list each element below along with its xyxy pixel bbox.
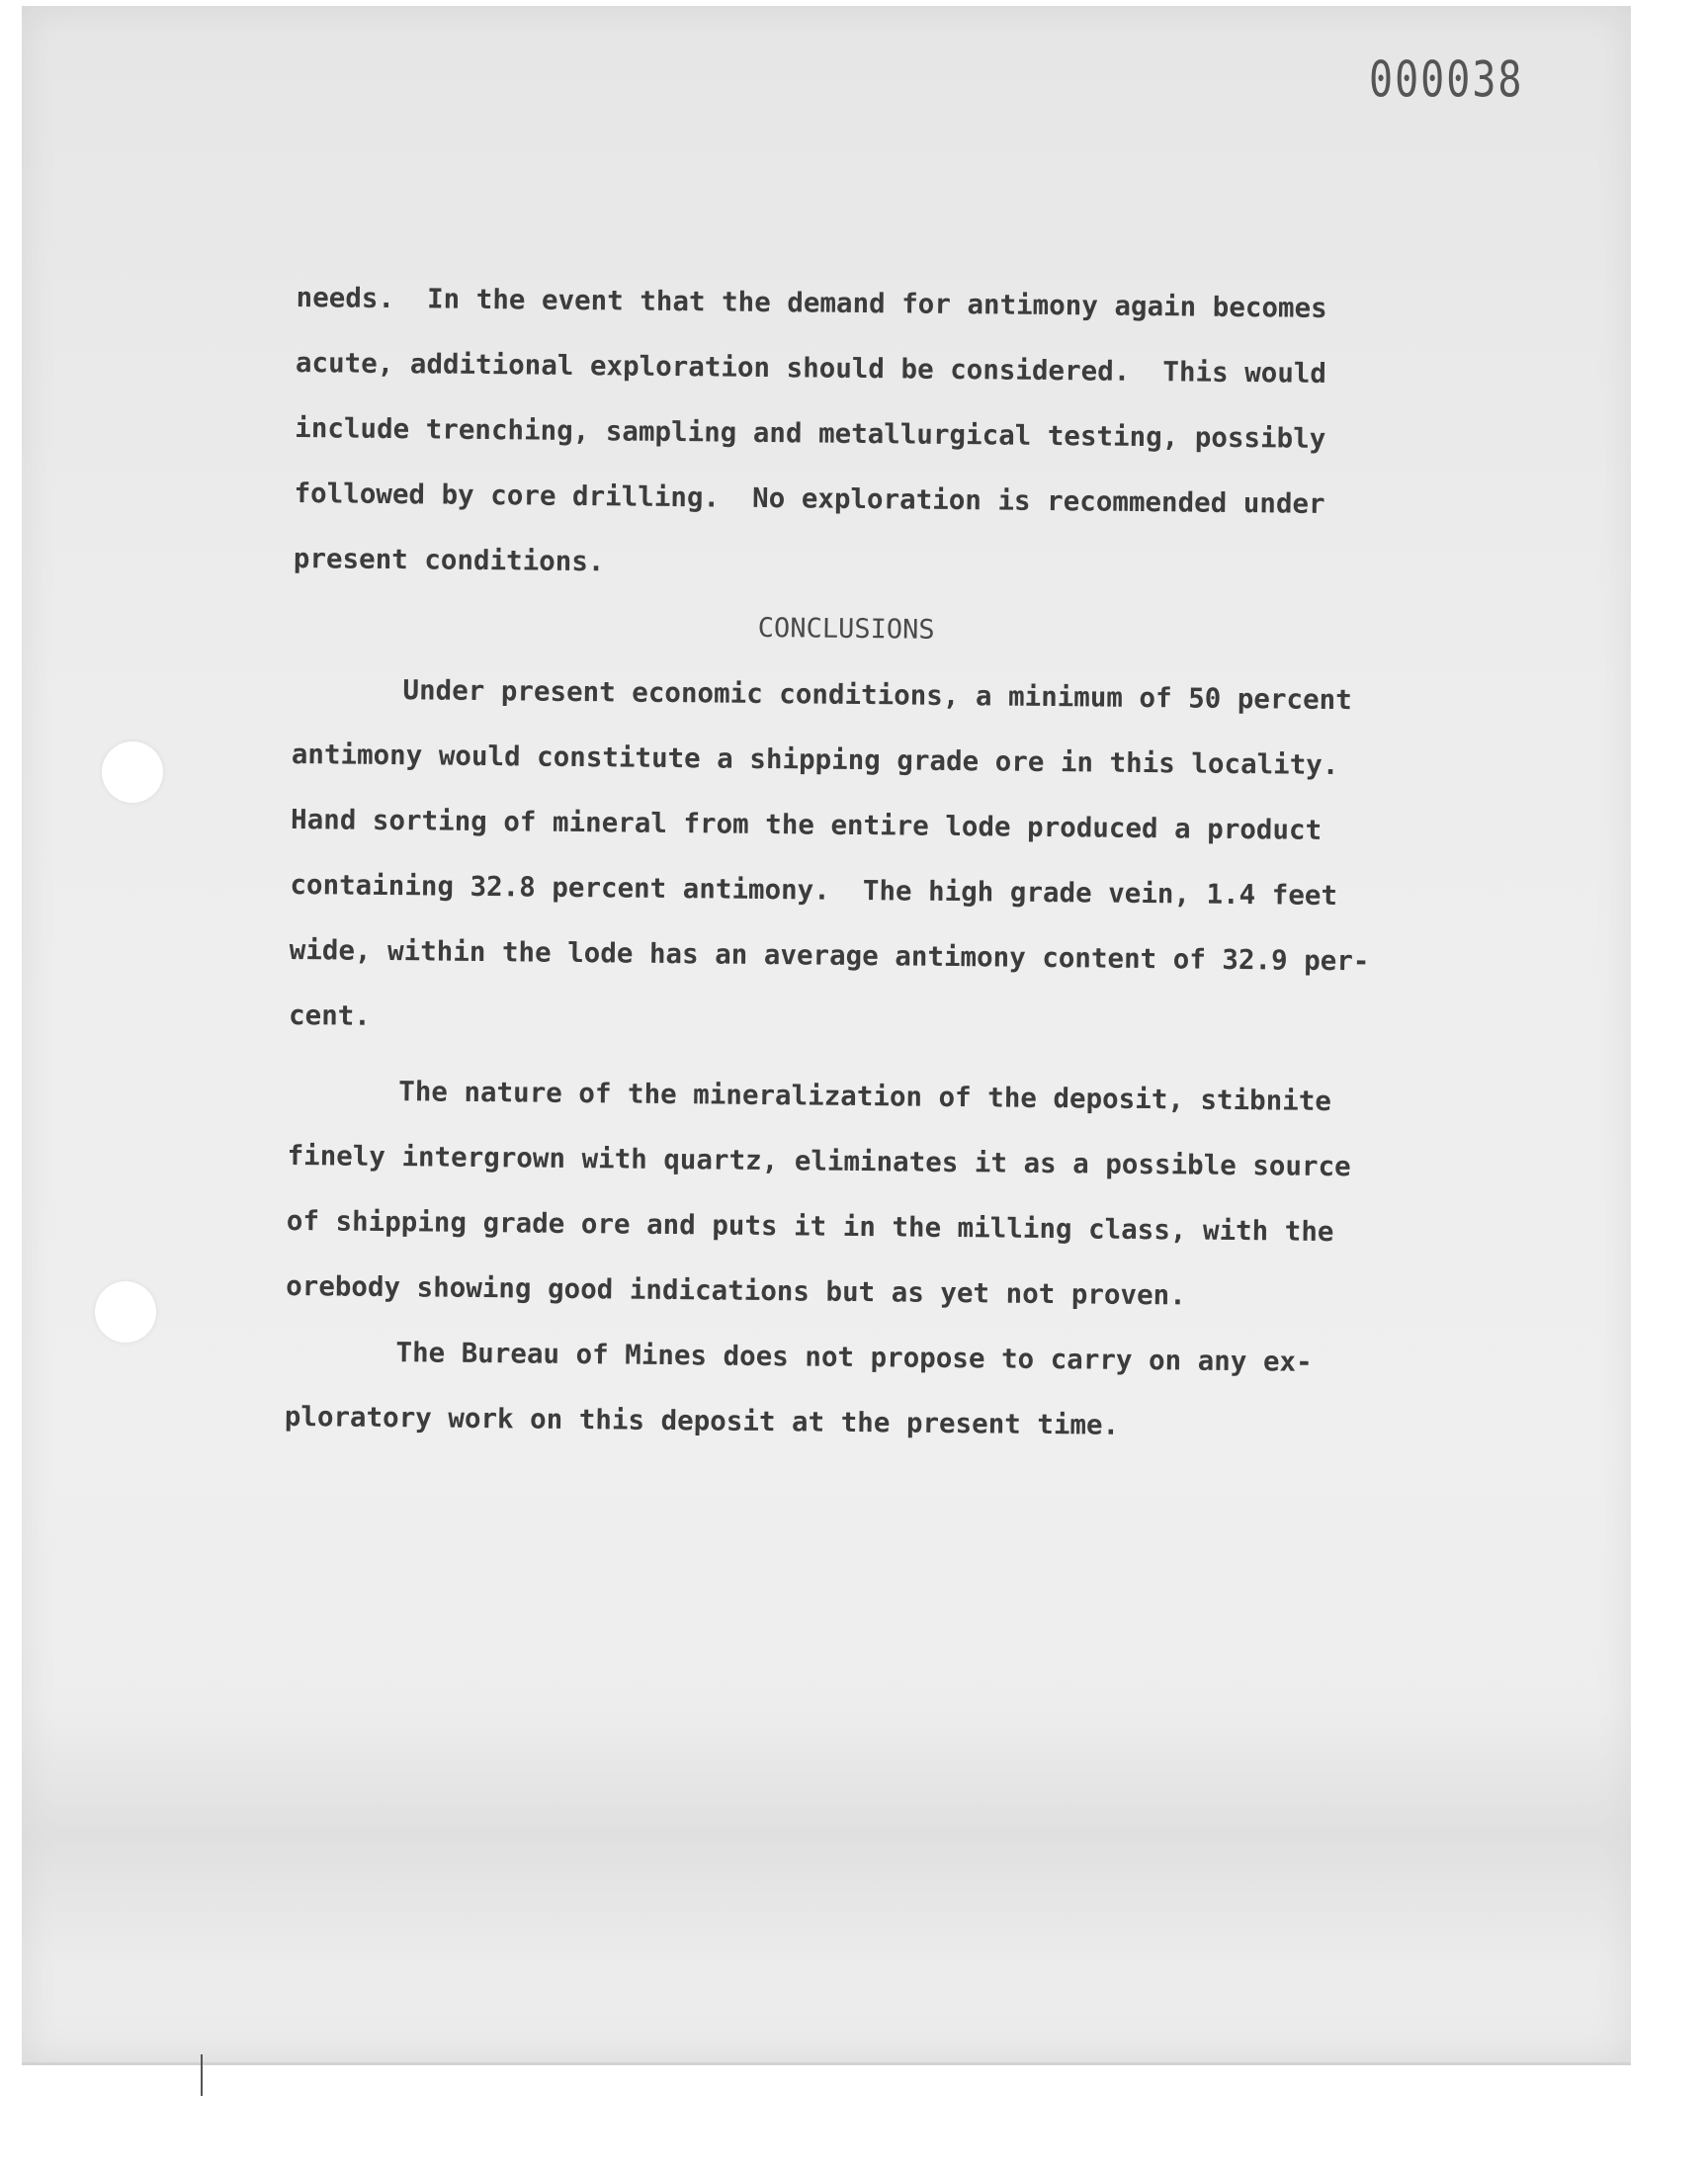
text-line: Under present economic conditions, a minimum of 50 percent (402, 674, 1352, 717)
punch-hole-upper (102, 741, 163, 803)
text-line: needs. In the event that the demand for antimony again becomes (296, 281, 1327, 324)
paragraph-continuation (294, 265, 1404, 603)
text-line: acute, additional exploration should be considered. This would (295, 346, 1327, 390)
text-line: containing 32.8 percent antimony. The high grade vein, 1.4 feet (290, 868, 1338, 913)
text-line: cent. (288, 999, 372, 1032)
text-line: The nature of the mineralization of the deposit, stibnite (398, 1076, 1332, 1118)
text-line: ploratory work on this deposit at the present time. (284, 1400, 1120, 1441)
text-line: antimony would constitute a shipping grade ore in this locality. (291, 738, 1339, 782)
paragraph-bureau (284, 1319, 1392, 1461)
text-line: finely intergrown with quartz, eliminates it as a possible source (287, 1139, 1351, 1183)
page-number: 000038 (1369, 51, 1524, 109)
text-line: orebody showing good indications but as yet not proven. (286, 1269, 1186, 1312)
page-edge-mark (201, 2054, 203, 2096)
text-line: include trenching, sampling and metallurgical testing, possibly (295, 411, 1326, 455)
text-line: followed by core drilling. No exploration is recommended under (294, 477, 1325, 520)
punch-hole-lower (95, 1281, 156, 1343)
text-line: of shipping grade ore and puts it in the milling class, with the (286, 1204, 1334, 1249)
text-line: The Bureau of Mines does not propose to carry on any ex- (395, 1337, 1313, 1378)
text-line: wide, within the lode has an average antimony content of 32.9 per- (289, 933, 1370, 978)
paragraph-mineralization (286, 1058, 1396, 1331)
paragraph-conclusions (289, 656, 1400, 1060)
text-line: Hand sorting of mineral from the entire lode produced a product (290, 803, 1323, 846)
document-body (284, 265, 1403, 1461)
section-heading: CONCLUSIONS (757, 612, 935, 646)
text-line: present conditions. (293, 542, 605, 578)
